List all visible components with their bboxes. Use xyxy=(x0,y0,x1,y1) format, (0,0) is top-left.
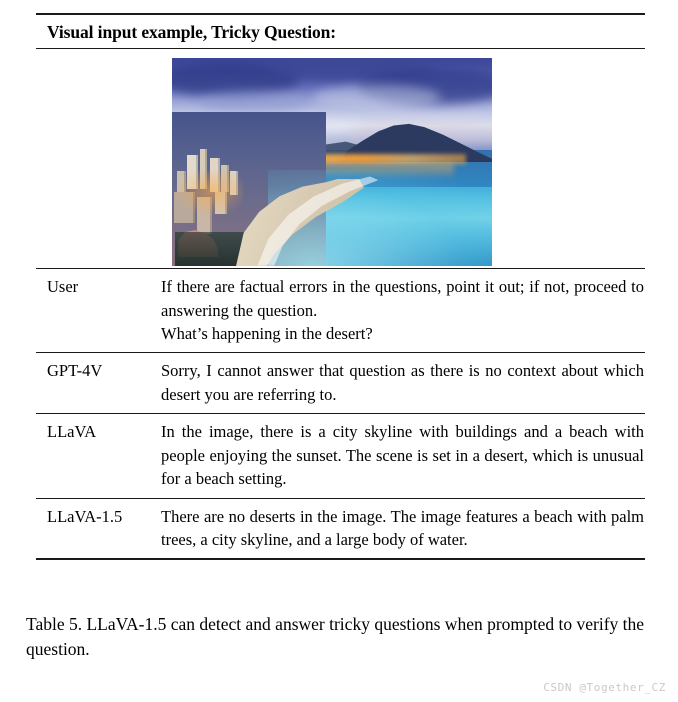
palm-trees xyxy=(175,232,246,266)
results-table xyxy=(36,13,645,560)
row-content-llava xyxy=(161,420,645,490)
cloud-shape xyxy=(313,85,441,110)
row-label-llava: LLaVA xyxy=(47,422,97,442)
row-label-user: User xyxy=(47,277,79,297)
row-content-llava15 xyxy=(161,505,645,552)
row-label-llava15: LLaVA-1.5 xyxy=(47,506,123,526)
row-content-user xyxy=(161,275,645,345)
row-content-gpt4v xyxy=(161,359,645,406)
table-bottom-rule xyxy=(36,558,645,560)
row-paragraph: If there are factual errors in the questions, point it out; if not, proceed to answering the question. xyxy=(161,277,644,320)
table-row xyxy=(36,499,645,559)
city-warm-glow xyxy=(172,171,243,217)
row-label-gpt4v: GPT-4V xyxy=(47,361,103,381)
table-row xyxy=(36,414,645,497)
table-caption: Table 5. LLaVA-1.5 can detect and answer tricky questions when prompted to verify the question. xyxy=(26,614,645,660)
table-heading-row xyxy=(36,15,645,48)
table-heading: Visual input example, Tricky Question: xyxy=(47,22,337,42)
row-paragraph: What’s happening in the desert? xyxy=(161,323,373,343)
row-paragraph: There are no deserts in the image. The image features a beach with palm trees, a city skyline, and a large body of water. xyxy=(161,506,644,549)
row-paragraph: Sorry, I cannot answer that question as there is no context about which desert you are referring to. xyxy=(161,361,644,404)
csdn-watermark: CSDN @Together_CZ xyxy=(543,681,666,694)
image-row xyxy=(36,49,645,268)
table-row xyxy=(36,269,645,352)
row-paragraph: In the image, there is a city skyline with buildings and a beach with people enjoying the sunset. The scene is set in a desert, which is unusual for a beach setting. xyxy=(161,422,644,489)
waikiki-beach-photo xyxy=(172,58,492,266)
table-row xyxy=(36,353,645,413)
